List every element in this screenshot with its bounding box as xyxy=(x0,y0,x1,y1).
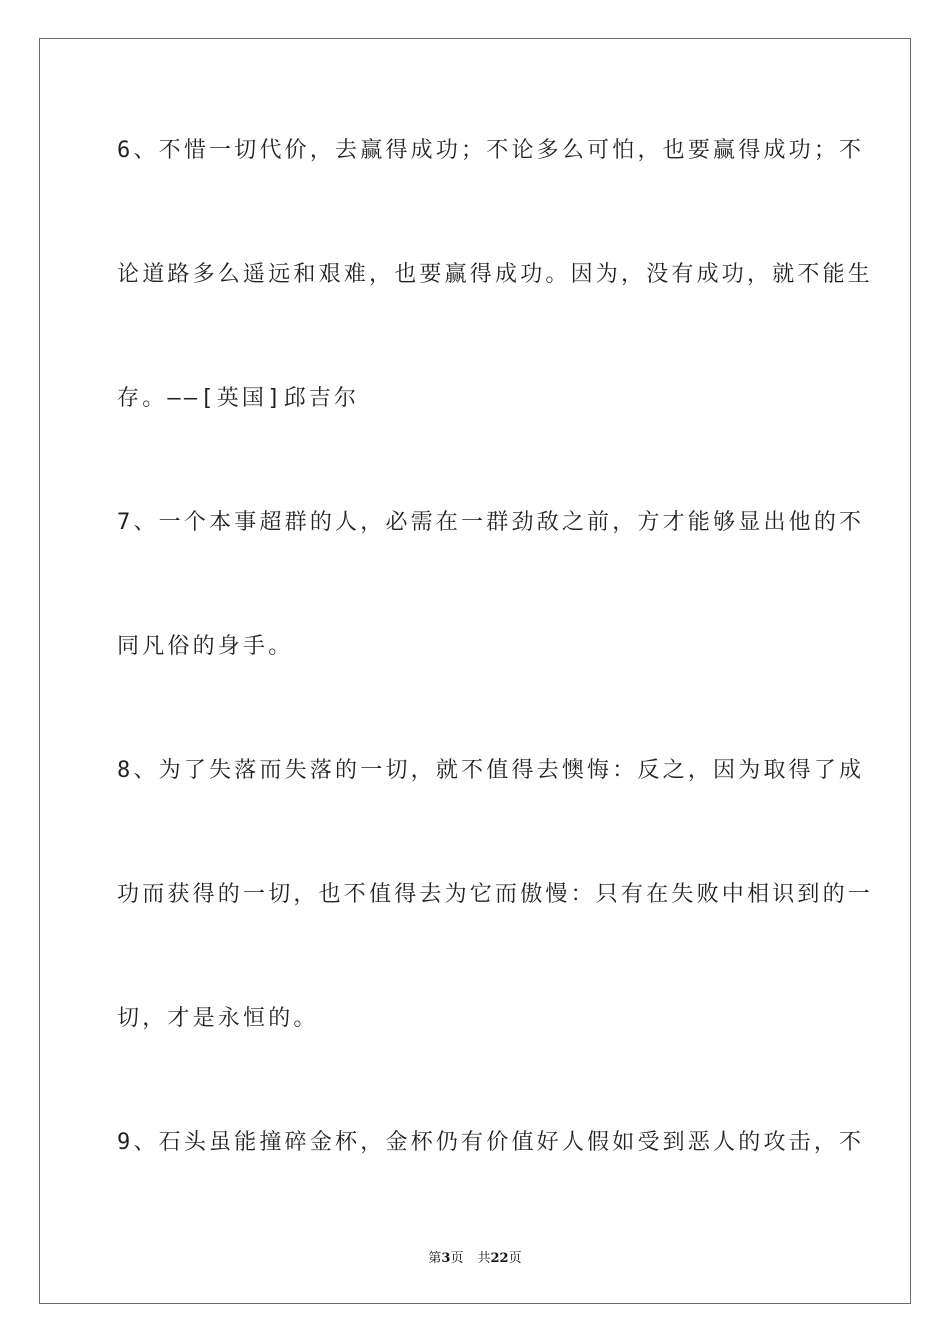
page-suffix: 页 xyxy=(450,1251,464,1266)
page-footer xyxy=(0,1247,950,1266)
page-number: 3 xyxy=(441,1251,451,1266)
page-border xyxy=(39,38,911,1304)
text-line-7: 功而获得的一切，也不值得去为它而傲慢：只有在失败中相识到的一 xyxy=(117,882,874,907)
total-prefix: 共 xyxy=(477,1251,491,1266)
page-prefix: 第 xyxy=(428,1251,442,1266)
text-line-8: 切，才是永恒的。 xyxy=(117,1006,319,1031)
text-line-2: 论道路多么遥远和艰难，也要赢得成功。因为，没有成功，就不能生 xyxy=(117,262,874,287)
text-line-6: 8、为了失落而失落的一切，就不值得去懊悔：反之，因为取得了成 xyxy=(117,758,865,783)
text-line-5: 同凡俗的身手。 xyxy=(117,634,294,659)
text-line-4: 7、一个本事超群的人，必需在一群劲敌之前，方才能够显出他的不 xyxy=(117,510,865,535)
text-line-1: 6、不惜一切代价，去赢得成功；不论多么可怕，也要赢得成功；不 xyxy=(117,138,865,163)
total-pages: 22 xyxy=(490,1251,509,1266)
text-line-3: 存。——[英国]邱吉尔 xyxy=(117,386,360,411)
text-line-9: 9、石头虽能撞碎金杯，金杯仍有价值好人假如受到恶人的攻击，不 xyxy=(117,1130,865,1155)
total-suffix: 页 xyxy=(508,1251,522,1266)
